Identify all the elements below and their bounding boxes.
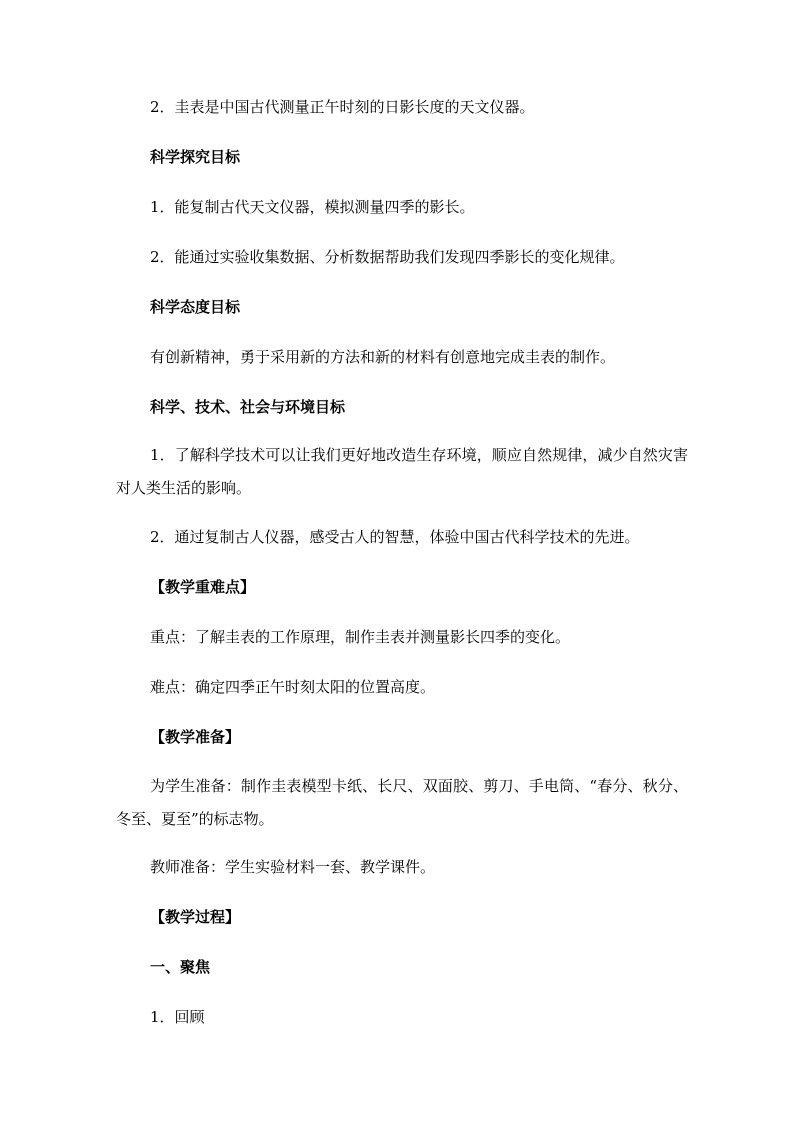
objective-item: 有创新精神，勇于采用新的方法和新的材料有创意地完成圭表的制作。 <box>150 348 616 366</box>
subsection-heading: 一、聚焦 <box>150 958 211 976</box>
teacher-preparation-text: 教师准备：学生实验材料一套、教学课件。 <box>150 858 436 876</box>
section-heading: 【教学过程】 <box>150 908 241 926</box>
objective-item: 2．通过复制古人仪器，感受古人的智慧，体验中国古代科学技术的先进。 <box>150 528 640 546</box>
objective-item: 2．能通过实验收集数据、分析数据帮助我们发现四季影长的变化规律。 <box>150 248 625 266</box>
section-heading: 【教学重难点】 <box>150 578 256 596</box>
section-heading: 科学、技术、社会与环境目标 <box>150 398 346 416</box>
section-heading: 【教学准备】 <box>150 728 241 746</box>
step-item: 1．回顾 <box>150 1008 205 1026</box>
student-preparation-paragraph: 为学生准备：制作圭表模型卡纸、长尺、双面胶、剪刀、手电筒、“春分、秋分、冬至、夏至”的标志物。 <box>116 777 688 828</box>
difficult-point-text: 难点：确定四季正午时刻太阳的位置高度。 <box>150 678 436 696</box>
objective-paragraph: 1．了解科学技术可以让我们更好地改造生存环境，顺应自然规律，减少自然灾害对人类生活的影响。 <box>116 446 688 497</box>
objective-item: 1．能复制古代天文仪器，模拟测量四季的影长。 <box>150 198 475 216</box>
section-heading: 科学态度目标 <box>150 298 241 316</box>
objective-item: 2．圭表是中国古代测量正午时刻的日影长度的天文仪器。 <box>150 98 535 116</box>
section-heading: 科学探究目标 <box>150 148 241 166</box>
key-point-text: 重点：了解圭表的工作原理，制作圭表并测量影长四季的变化。 <box>150 628 571 646</box>
